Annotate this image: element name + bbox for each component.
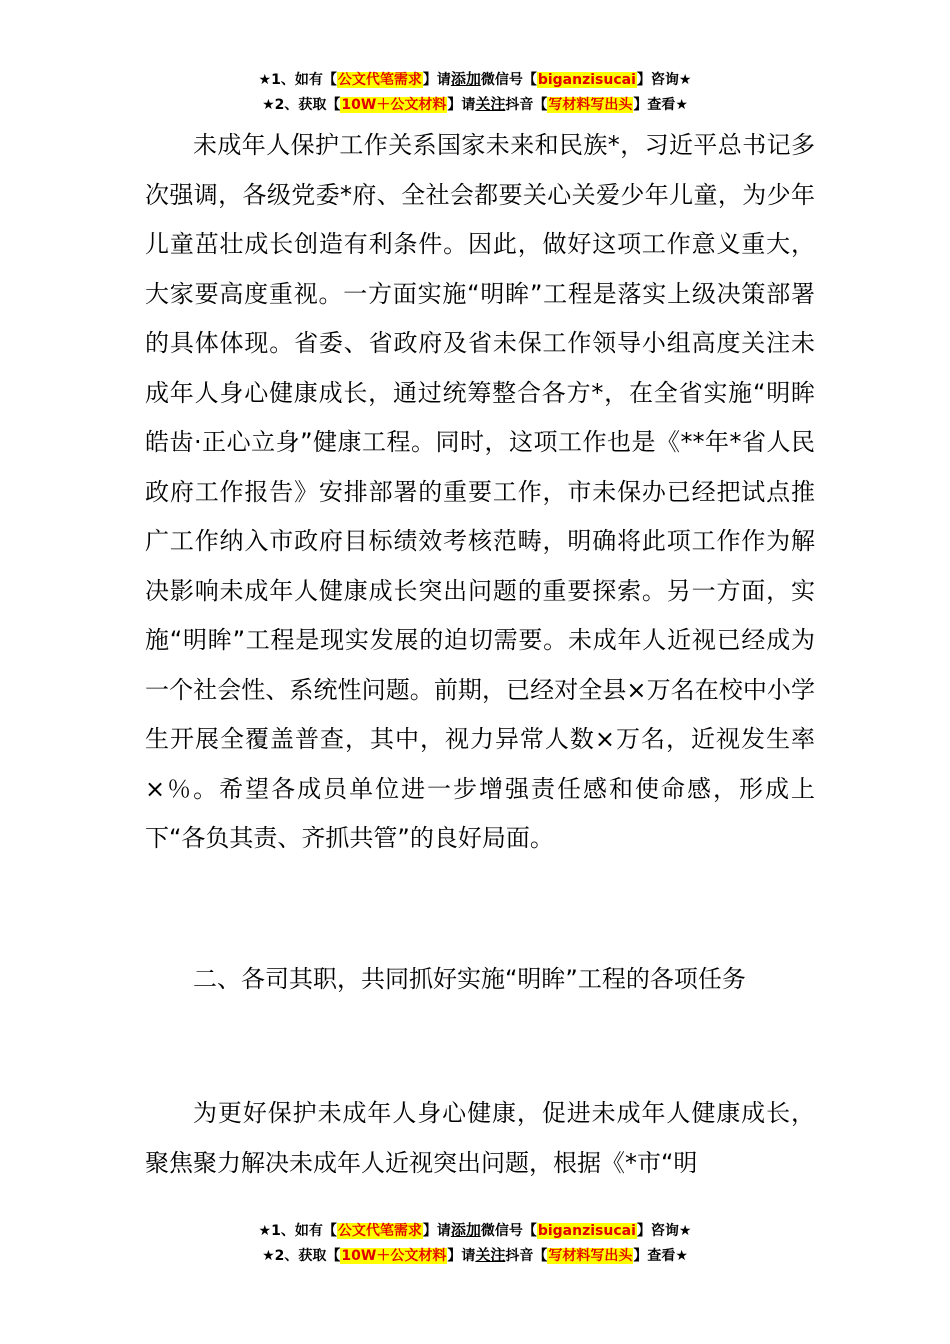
promo-banner-top (0, 67, 950, 117)
promo-line-1: ★1、如有【公文代笔需求】请添加微信号【biganzisucai】咨询★ (258, 1221, 692, 1239)
promo-line-2: ★2、获取【10W＋公文材料】请关注抖音【写材料写出头】查看★ (262, 95, 688, 113)
highlight-douyin-account: 写材料写出头 (548, 97, 633, 113)
highlight-wechat-id: biganzisucai (537, 1223, 636, 1239)
body-paragraph: 未成年人保护工作关系国家未来和民族*，习近平总书记多次强调，各级党委*府、全社会都要关心关爱少年儿童，为少年儿童茁壮成长创造有利条件。因此，做好这项工作意义重大，大家要高度重视。一方面实施“明眸”工程是落实上级决策部署的具体体现。省委、省政府及省未保工作领导小组高度关注未成年人身心健康成长，通过统筹整合各方*，在全省实施“明眸皓齿·正心立身”健康工程。同时，这项工作也是《**年*省人民政府工作报告》安排部署的重要工作，市未保办已经把试点推广工作纳入市政府目标绩效考核范畴，明确将此项工作作为解决影响未成年人健康成长突出问题的重要探索。另一方面，实施“明眸”工程是现实发展的迫切需要。未成年人近视已经成为一个社会性、系统性问题。前期，已经对全县×万名在校中小学生开展全覆盖普查，其中，视力异常人数×万名，近视发生率×％。希望各成员单位进一步增强责任感和使命感，形成上下“各负其责、齐抓共管”的良好局面。 (145, 131, 815, 852)
highlight-materials: 10W＋公文材料 (341, 1248, 447, 1264)
highlight-service: 公文代笔需求 (337, 1223, 422, 1239)
highlight-douyin-account: 写材料写出头 (548, 1248, 633, 1264)
highlight-service: 公文代笔需求 (337, 72, 422, 88)
promo-banner-bottom (0, 1218, 950, 1268)
promo-line-2: ★2、获取【10W＋公文材料】请关注抖音【写材料写出头】查看★ (262, 1246, 688, 1264)
highlight-materials: 10W＋公文材料 (341, 97, 447, 113)
section-heading: 二、各司其职，共同抓好实施“明眸”工程的各项任务 (193, 965, 746, 993)
promo-line-1: ★1、如有【公文代笔需求】请添加微信号【biganzisucai】咨询★ (258, 70, 692, 88)
highlight-wechat-id: biganzisucai (537, 72, 636, 88)
body-paragraph: 为更好保护未成年人身心健康，促进未成年人健康成长，聚焦聚力解决未成年人近视突出问题，根据《*市“明 (145, 1099, 815, 1177)
